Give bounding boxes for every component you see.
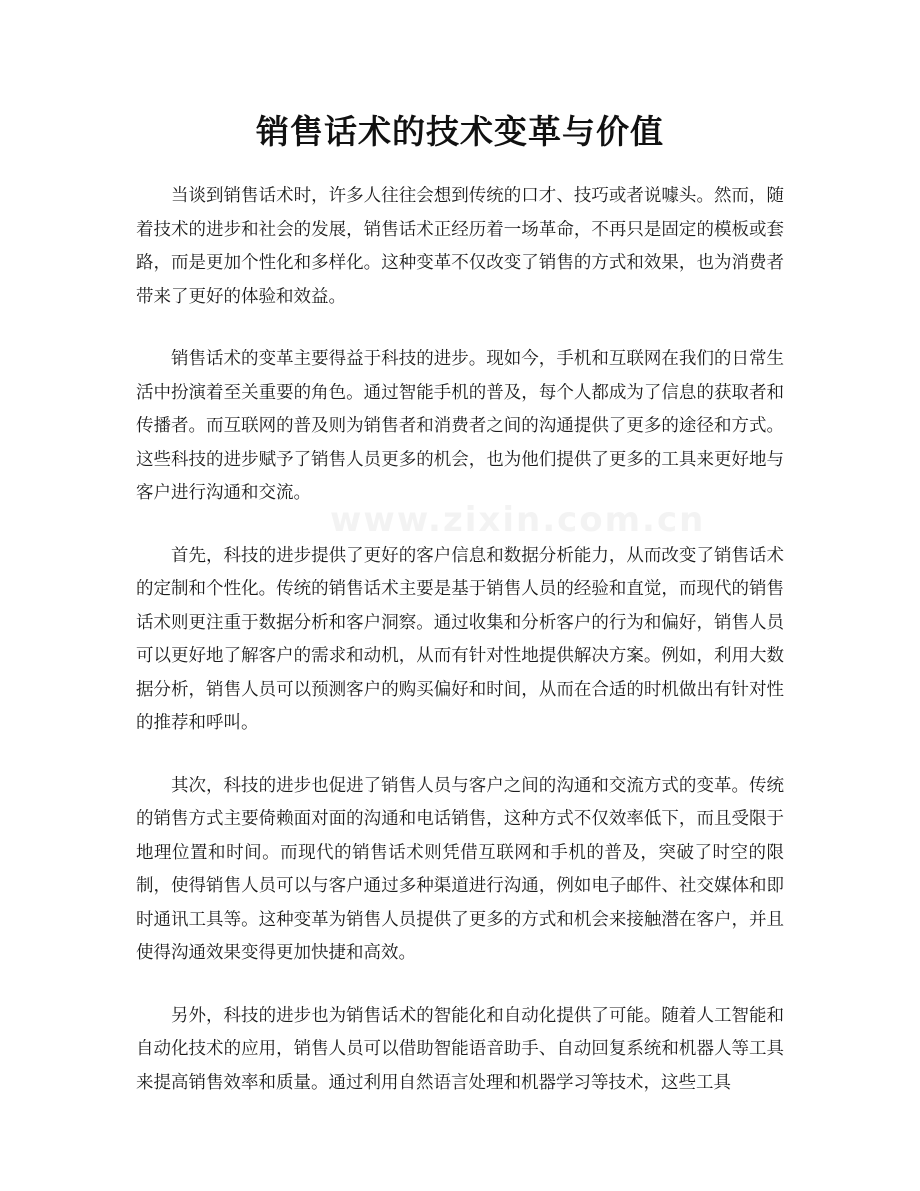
paragraph-1: 当谈到销售话术时，许多人往往会想到传统的口才、技巧或者说噱头。然而，随着技术的进步和社会的发展，销售话术正经历着一场革命，不再只是固定的模板或套路，而是更加个性化和多样化。这种变革不仅改变了销售的方式和效果，也为消费者带来了更好的体验和效益。	[136, 186, 784, 307]
paragraph-4: 其次，科技的进步也促进了销售人员与客户之间的沟通和交流方式的变革。传统的销售方式主要倚赖面对面的沟通和电话销售，这种方式不仅效率低下，而且受限于地理位置和时间。而现代的销售话术则凭借互联网和手机的普及，突破了时空的限制，使得销售人员可以与客户通过多种渠道进行沟通，例如电子邮件、社交媒体和即时通讯工具等。这种变革为销售人员提供了更多的方式和机会来接触潜在客户，并且使得沟通效果变得更加快捷和高效。	[136, 775, 784, 963]
paragraph-5: 另外，科技的进步也为销售话术的智能化和自动化提供了可能。随着人工智能和自动化技术的应用，销售人员可以借助智能语音助手、自动回复系统和机器人等工具来提高销售效率和质量。通过利用自然语言处理和机器学习等技术，这些工具	[136, 1005, 784, 1093]
document-title: 销售话术的技术变革与价值	[256, 112, 664, 151]
document-body	[136, 180, 784, 1129]
paragraph-3: 首先，科技的进步提供了更好的客户信息和数据分析能力，从而改变了销售话术的定制和个性化。传统的销售话术主要是基于销售人员的经验和直觉，而现代的销售话术则更注重于数据分析和客户洞察。通过收集和分析客户的行为和偏好，销售人员可以更好地了解客户的需求和动机，从而有针对性地提供解决方案。例如，利用大数据分析，销售人员可以预测客户的购买偏好和时间，从而在合适的时机做出有针对性的推荐和呼叫。	[136, 545, 784, 733]
paragraph-2: 销售话术的变革主要得益于科技的进步。现如今，手机和互联网在我们的日常生活中扮演着至关重要的角色。通过智能手机的普及，每个人都成为了信息的获取者和传播者。而互联网的普及则为销售者和消费者之间的沟通提供了更多的途径和方式。这些科技的进步赋予了销售人员更多的机会，也为他们提供了更多的工具来更好地与客户进行沟通和交流。	[136, 349, 784, 503]
watermark: www.zixin.com.cn	[330, 500, 706, 540]
